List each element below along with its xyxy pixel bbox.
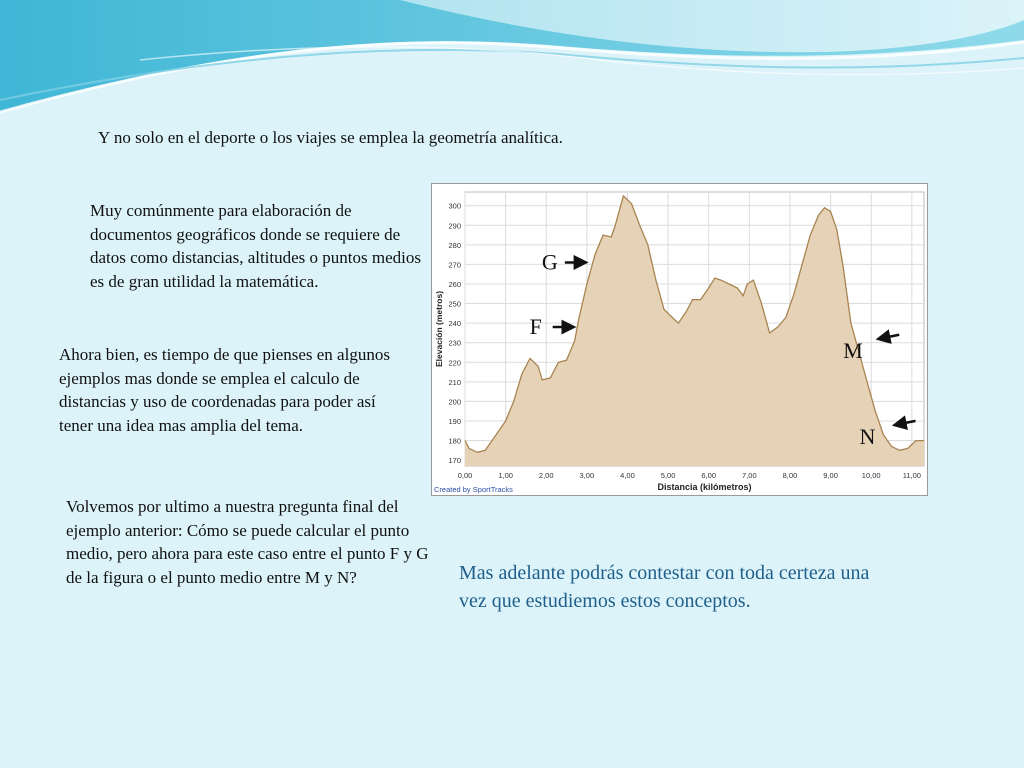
y-tick-label: 210 [448,377,461,387]
point-label-f: F [529,314,542,340]
slide-heading: Y no solo en el deporte o los viajes se emplea la geometría analítica. [98,128,563,147]
y-tick-label: 270 [448,260,461,270]
x-axis-label: Distancia (kilómetros) [657,482,752,492]
point-label-n: N [859,423,876,449]
y-tick-label: 250 [448,299,461,309]
conclusion-text: Mas adelante podrás contestar con toda certeza una vez que estudiemos estos conceptos. [459,562,870,612]
y-tick-label: 230 [448,338,461,348]
y-tick-label: 220 [448,358,461,368]
y-tick-label: 180 [448,436,461,446]
y-axis-label: Elevación (metros) [434,290,444,368]
y-tick-label: 260 [448,279,461,289]
paragraph-midpoint-question: Volvemos por ultimo a nuestra pregunta final del ejemplo anterior: Cómo se puede calcular el punto medio, pero ahora para este caso entre el punto F y G de la figura o el punto medio entre M y N? [66,497,429,587]
x-tick-label: 8,00 [782,471,798,480]
paragraph-geographic-documents: Muy comúnmente para elaboración de documentos geográficos donde se requiere de datos como distancias, altitudes o puntos medios es de gran utilidad la matemática. [90,201,421,291]
x-tick-label: 9,00 [823,471,838,480]
x-tick-label: 1,00 [498,471,513,480]
point-label-g: G [541,249,558,275]
paragraph-examples: Ahora bien, es tiempo de que pienses en algunos ejemplos mas donde se emplea el calculo de distancias y uso de coordenadas para poder así tener una idea mas amplia del tema. [59,345,390,435]
y-tick-label: 280 [448,240,461,250]
y-tick-label: 170 [448,456,461,466]
point-label-m: M [843,337,863,363]
y-tick-label: 240 [448,319,461,329]
x-tick-label: 4,00 [620,471,635,480]
y-tick-label: 300 [448,201,461,211]
y-tick-label: 190 [448,416,461,426]
y-tick-label: 200 [448,397,461,407]
x-tick-label: 11,00 [902,471,921,480]
x-tick-label: 0,00 [457,471,473,480]
x-tick-label: 2,00 [538,471,554,480]
x-tick-label: 5,00 [660,471,676,480]
x-tick-label: 3,00 [579,471,595,480]
x-tick-label: 6,00 [701,471,717,480]
y-tick-label: 290 [448,221,461,231]
elevation-chart [431,183,928,496]
chart-credit: Created by SportTracks [434,485,513,494]
x-tick-label: 7,00 [742,471,757,480]
x-tick-label: 10,00 [861,471,881,480]
decorative-waves [0,0,1024,120]
elevation-chart-svg [432,184,927,495]
